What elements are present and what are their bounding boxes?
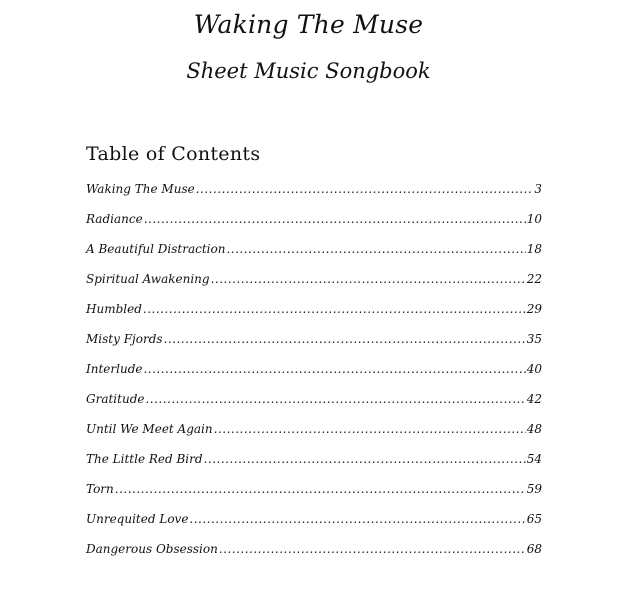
toc-entry: [86, 272, 542, 302]
toc-entry: [86, 482, 542, 512]
toc-entry-page: 29: [526, 302, 542, 316]
toc-entry-title: A Beautiful Distraction: [86, 242, 226, 256]
toc-entry: [86, 452, 542, 482]
toc-entry-page: 3: [534, 182, 542, 196]
toc-entry-page: 18: [526, 242, 542, 256]
toc-entry-page: 54: [526, 452, 542, 466]
toc-entry-title: Humbled: [86, 302, 142, 316]
toc-entry-page: 68: [526, 542, 542, 556]
toc-entry: [86, 212, 542, 242]
document-subtitle: Sheet Music Songbook: [186, 59, 431, 83]
toc-heading: Table of Contents: [86, 143, 261, 165]
toc-leader-dots: [214, 422, 526, 436]
toc-entry-title: Unrequited Love: [86, 512, 189, 526]
toc-entry: [86, 422, 542, 452]
toc-entry-title: Waking The Muse: [86, 182, 195, 196]
toc-entry-page: 59: [526, 482, 542, 496]
toc-entry-title: Until We Meet Again: [86, 422, 213, 436]
toc-leader-dots: [219, 542, 526, 556]
toc-entry-page: 65: [526, 512, 542, 526]
toc-entry-title: Dangerous Obsession: [86, 542, 218, 556]
toc-entry: [86, 542, 542, 572]
toc-entry: [86, 512, 542, 542]
toc-entry: [86, 302, 542, 332]
toc-entry: [86, 362, 542, 392]
toc-leader-dots: [211, 272, 526, 286]
toc-entry-title: Radiance: [86, 212, 143, 226]
toc-leader-dots: [115, 482, 526, 496]
toc-leader-dots: [143, 302, 526, 316]
toc-entry: [86, 182, 542, 212]
toc-leader-dots: [164, 332, 526, 346]
toc-entry-title: Misty Fjords: [86, 332, 163, 346]
toc-entry-page: 42: [526, 392, 542, 406]
toc-entry: [86, 332, 542, 362]
toc-entry-title: Spiritual Awakening: [86, 272, 210, 286]
toc-entry: [86, 242, 542, 272]
toc-leader-dots: [143, 362, 525, 376]
toc-entry-page: 40: [526, 362, 542, 376]
toc-leader-dots: [189, 512, 525, 526]
toc-entry-title: Interlude: [86, 362, 143, 376]
document-title: Waking The Muse: [193, 10, 424, 39]
toc-entry-title: Torn: [86, 482, 114, 496]
toc-entry: [86, 392, 542, 422]
table-of-contents: [86, 182, 542, 572]
toc-leader-dots: [226, 242, 525, 256]
toc-leader-dots: [145, 392, 525, 406]
toc-leader-dots: [196, 182, 534, 196]
toc-entry-page: 10: [526, 212, 542, 226]
toc-entry-page: 48: [526, 422, 542, 436]
toc-entry-title: Gratitude: [86, 392, 145, 406]
toc-leader-dots: [144, 212, 526, 226]
toc-entry-page: 22: [526, 272, 542, 286]
toc-entry-page: 35: [526, 332, 542, 346]
toc-entry-title: The Little Red Bird: [86, 452, 203, 466]
toc-leader-dots: [204, 452, 526, 466]
